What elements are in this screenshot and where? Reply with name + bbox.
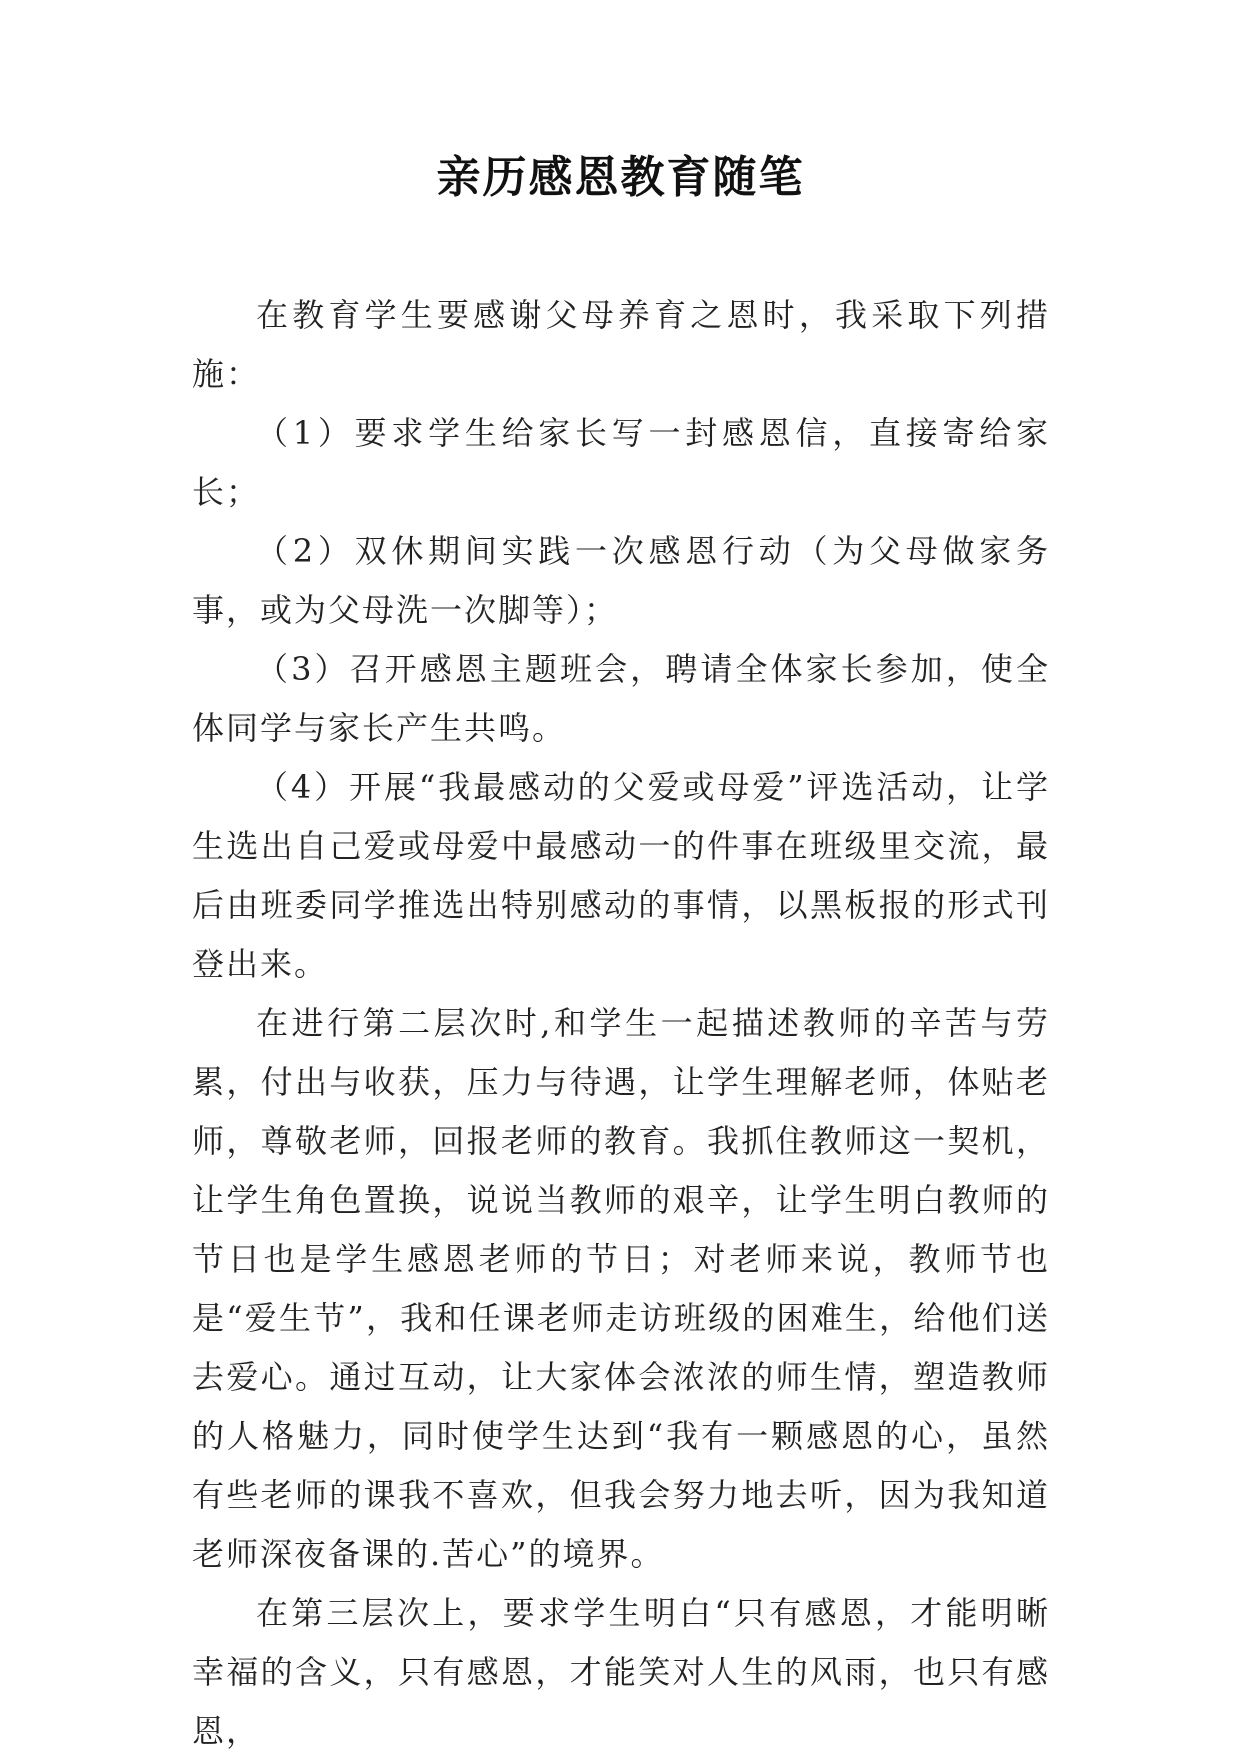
paragraph-third-level: 在第三层次上，要求学生明白“只有感恩，才能明晰幸福的含义，只有感恩，才能笑对人生的风雨，也只有感恩， [192,1594,1050,1750]
paragraph-measure-3: （3）召开感恩主题班会，聘请全体家长参加，使全体同学与家长产生共鸣。 [192,650,1050,747]
paragraph-intro: 在教育学生要感谢父母养育之恩时，我采取下列措施： [192,296,1050,393]
paragraph-measure-2: （2）双休期间实践一次感恩行动（为父母做家务事，或为父母洗一次脚等）； [192,532,1050,629]
paragraph-second-level: 在进行第二层次时,和学生一起描述教师的辛苦与劳累，付出与收获，压力与待遇，让学生理解老师，体贴老师，尊敬老师，回报老师的教育。我抓住教师这一契机，让学生角色置换，说说当教师的艰辛，让学生明白教师的节日也是学生感恩老师的节日；对老师来说，教师节也是“爱生节”，我和任课老师走访班级的困难生，给他们送去爱心。通过互动，让大家体会浓浓的师生情，塑造教师的人格魅力，同时使学生达到“我有一颗感恩的心，虽然有些老师的课我不喜欢，但我会努力地去听，因为我知道老师深夜备课的.苦心”的境界。 [192,1004,1050,1573]
document-body [192,286,1050,1761]
document-title: 亲历感恩教育随笔 [436,152,805,203]
paragraph-measure-1: （1）要求学生给家长写一封感恩信，直接寄给家长； [192,414,1050,511]
paragraph-measure-4: （4）开展“我最感动的父爱或母爱”评选活动，让学生选出自己爱或母爱中最感动一的件事在班级里交流，最后由班委同学推选出特别感动的事情，以黑板报的形式刊登出来。 [192,768,1050,983]
